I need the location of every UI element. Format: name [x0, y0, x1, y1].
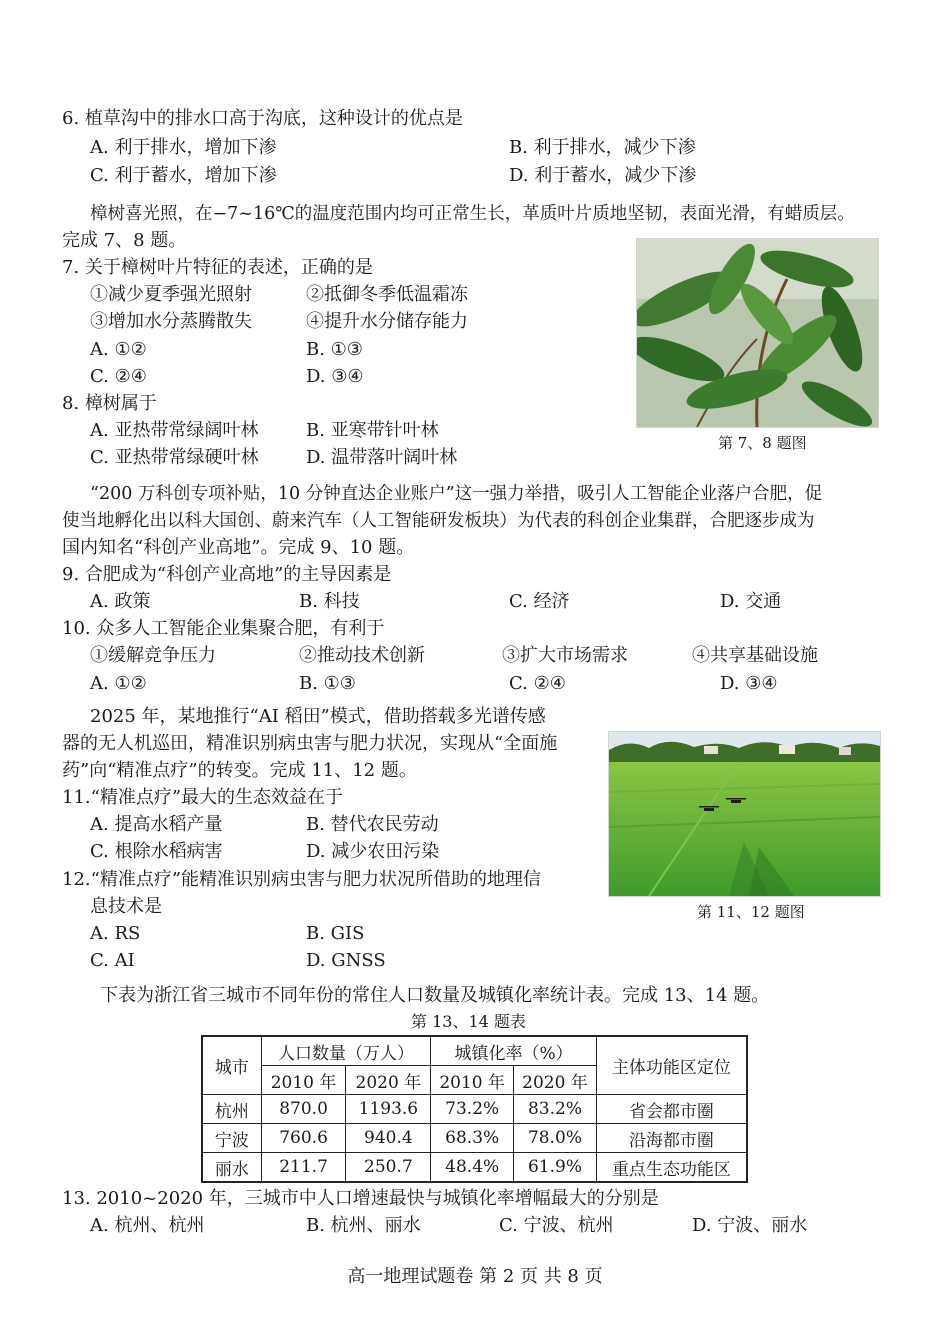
- q10-item-2: ②推动技术创新: [299, 645, 425, 666]
- q6-option-d: D. 利于蓄水，减少下渗: [509, 165, 697, 186]
- header-city: 城市: [202, 1036, 261, 1095]
- q11-option-b: B. 替代农民劳动: [306, 814, 439, 835]
- q12-option-d: D. GNSS: [306, 950, 386, 971]
- q7-option-c: C. ②④: [90, 366, 147, 387]
- q10-stem: 10. 众多人工智能企业集聚合肥，有利于: [62, 618, 385, 639]
- intro-11-12-line2: 器的无人机巡田，精准识别病虫害与肥力状况，实现从“全面施: [62, 733, 558, 754]
- cell-city: 宁波: [202, 1124, 261, 1153]
- header-urb-2020: 2020 年: [514, 1066, 597, 1095]
- cell-pop-2010: 870.0: [261, 1095, 346, 1124]
- table-header-row: [202, 1036, 747, 1066]
- q8-option-b: B. 亚寒带针叶林: [306, 420, 439, 441]
- q13-stem: 13. 2010~2020 年，三城市中人口增速最快与城镇化率增幅最大的分别是: [62, 1188, 659, 1209]
- q11-option-a: A. 提高水稻产量: [90, 814, 223, 835]
- q10-item-1: ①缓解竞争压力: [90, 645, 216, 666]
- q10-option-a: A. ①②: [90, 673, 147, 694]
- intro-7-8-line2: 完成 7、8 题。: [62, 230, 187, 251]
- q9-option-b: B. 科技: [299, 591, 360, 612]
- cell-pop-2010: 760.6: [261, 1124, 346, 1153]
- header-pop-2020: 2020 年: [346, 1066, 431, 1095]
- q12-option-c: C. AI: [90, 950, 135, 971]
- intro-11-12-line3: 药”向“精准点疗”的转变。完成 11、12 题。: [62, 760, 417, 781]
- q13-option-b: B. 杭州、丽水: [306, 1215, 421, 1236]
- q7-option-a: A. ①②: [90, 339, 147, 360]
- q8-option-a: A. 亚热带常绿阔叶林: [90, 420, 259, 441]
- q6-option-c: C. 利于蓄水，增加下渗: [90, 165, 277, 186]
- intro-9-10-line1: “200 万科创专项补贴，10 分钟直达企业账户”这一强力举措，吸引人工智能企业落户合肥，促: [90, 484, 823, 504]
- cell-pop-2010: 211.7: [261, 1153, 346, 1183]
- q13-option-d: D. 宁波、丽水: [692, 1215, 808, 1236]
- q11-option-c: C. 根除水稻病害: [90, 841, 223, 862]
- q10-item-4: ④共享基础设施: [692, 645, 818, 666]
- table-row: [202, 1153, 747, 1183]
- cell-city: 丽水: [202, 1153, 261, 1183]
- q12-stem-line2: 息技术是: [90, 896, 162, 917]
- q10-item-3: ③扩大市场需求: [502, 645, 628, 666]
- cell-urb-2010: 68.3%: [431, 1124, 514, 1153]
- intro-9-10-line3: 国内知名“科创产业高地”。完成 9、10 题。: [62, 537, 415, 558]
- camphor-leaf-photo: [636, 238, 879, 428]
- intro-13-14: 下表为浙江省三城市不同年份的常住人口数量及城镇化率统计表。完成 13、14 题。: [100, 985, 770, 1006]
- q6-option-b: B. 利于排水，减少下渗: [509, 137, 696, 158]
- q13-option-a: A. 杭州、杭州: [90, 1215, 205, 1236]
- q12-stem-line1: 12.“精准点疗”能精准识别病虫害与肥力状况所借助的地理信: [62, 869, 542, 890]
- cell-function: 重点生态功能区: [596, 1153, 747, 1183]
- q7-option-d: D. ③④: [306, 366, 364, 387]
- cell-function: 省会都市圈: [596, 1095, 747, 1124]
- q8-stem: 8. 樟树属于: [62, 393, 157, 414]
- table-row: [202, 1124, 747, 1153]
- cell-urb-2010: 48.4%: [431, 1153, 514, 1183]
- table-row: [202, 1095, 747, 1124]
- q10-option-b: B. ①③: [299, 673, 356, 694]
- cell-pop-2020: 250.7: [346, 1153, 431, 1183]
- cell-city: 杭州: [202, 1095, 261, 1124]
- fig-7-8-caption: 第 7、8 题图: [718, 434, 807, 452]
- cell-urb-2020: 61.9%: [514, 1153, 597, 1183]
- camphor-leaf-illustration: [637, 239, 878, 427]
- cell-urb-2020: 78.0%: [514, 1124, 597, 1153]
- header-urbanization: 城镇化率（%）: [431, 1036, 597, 1066]
- intro-9-10-line2: 使当地孵化出以科大国创、蔚来汽车（人工智能研发板块）为代表的科创企业集群，合肥逐步成为: [62, 511, 815, 531]
- q7-item-1: ①减少夏季强光照射: [90, 284, 252, 305]
- cell-pop-2020: 940.4: [346, 1124, 431, 1153]
- q10-option-c: C. ②④: [509, 673, 566, 694]
- q6-stem: 6. 植草沟中的排水口高于沟底，这种设计的优点是: [62, 108, 463, 129]
- rice-field-drone-photo: [608, 731, 881, 897]
- q7-option-b: B. ①③: [306, 339, 363, 360]
- q11-option-d: D. 减少农田污染: [306, 841, 440, 862]
- q9-stem: 9. 合肥成为“科创产业高地”的主导因素是: [62, 564, 392, 585]
- q7-item-3: ③增加水分蒸腾散失: [90, 311, 252, 332]
- q6-option-a: A. 利于排水，增加下渗: [90, 137, 277, 158]
- header-population: 人口数量（万人）: [261, 1036, 431, 1066]
- q12-option-a: A. RS: [90, 923, 141, 944]
- header-function: 主体功能区定位: [596, 1036, 747, 1095]
- q13-option-c: C. 宁波、杭州: [499, 1215, 614, 1236]
- q8-option-c: C. 亚热带常绿硬叶林: [90, 447, 259, 468]
- fig-11-12-caption: 第 11、12 题图: [697, 903, 805, 921]
- cell-urb-2020: 83.2%: [514, 1095, 597, 1124]
- page-footer: 高一地理试题卷 第 2 页 共 8 页: [347, 1266, 603, 1287]
- q7-stem: 7. 关于樟树叶片特征的表述，正确的是: [62, 257, 373, 278]
- rice-field-illustration: [609, 732, 880, 896]
- population-urbanization-table: [201, 1035, 748, 1183]
- intro-11-12-line1: 2025 年，某地推行“AI 稻田”模式，借助搭载多光谱传感: [90, 706, 546, 727]
- intro-7-8-line1: 樟树喜光照，在−7~16℃的温度范围内均可正常生长，革质叶片质地坚韧，表面光滑，有蜡质层。: [90, 204, 855, 224]
- table-caption: 第 13、14 题表: [411, 1012, 526, 1031]
- cell-pop-2020: 1193.6: [346, 1095, 431, 1124]
- header-urb-2010: 2010 年: [431, 1066, 514, 1095]
- header-pop-2010: 2010 年: [261, 1066, 346, 1095]
- q7-item-2: ②抵御冬季低温霜冻: [306, 284, 468, 305]
- q9-option-d: D. 交通: [720, 591, 782, 612]
- q11-stem: 11.“精准点疗”最大的生态效益在于: [62, 787, 344, 808]
- cell-function: 沿海都市圈: [596, 1124, 747, 1153]
- q10-option-d: D. ③④: [720, 673, 778, 694]
- q7-item-4: ④提升水分储存能力: [306, 311, 468, 332]
- q8-option-d: D. 温带落叶阔叶林: [306, 447, 458, 468]
- q9-option-a: A. 政策: [90, 591, 151, 612]
- cell-urb-2010: 73.2%: [431, 1095, 514, 1124]
- q12-option-b: B. GIS: [306, 923, 365, 944]
- q9-option-c: C. 经济: [509, 591, 570, 612]
